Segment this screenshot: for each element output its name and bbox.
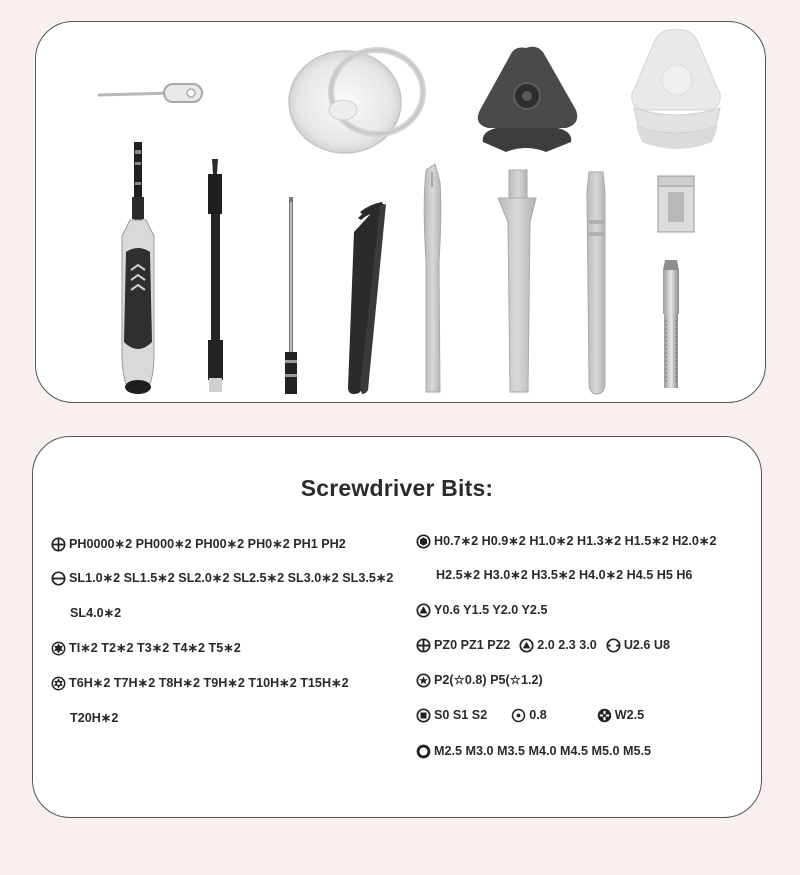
bit-text: U2.6 U8 xyxy=(623,638,671,652)
phillips-icon xyxy=(51,537,66,552)
slotted-icon xyxy=(51,571,66,586)
tweezers xyxy=(348,202,386,394)
hex-shank-extension xyxy=(663,260,679,388)
hex-icon xyxy=(416,534,431,549)
thin-extension-rod xyxy=(285,197,297,394)
bit-line-p xyxy=(416,672,543,688)
extension-bar xyxy=(208,159,223,392)
bit-text: T6H∗2 T7H∗2 T8H∗2 T9H∗2 T10H∗2 T15H∗2 xyxy=(69,676,349,690)
suction-cup xyxy=(289,50,423,153)
bit-text: P2(☆0.8) P5(☆1.2) xyxy=(434,673,543,687)
triangle-icon xyxy=(519,638,534,653)
spudger xyxy=(587,172,605,394)
bit-text: SL4.0∗2 xyxy=(70,606,122,620)
tri-wing-icon xyxy=(416,603,431,618)
bit-text: Y0.6 Y1.5 Y2.0 Y2.5 xyxy=(434,603,548,617)
u-type-icon xyxy=(606,638,621,653)
bit-line-pz xyxy=(416,637,670,653)
bit-line-s xyxy=(416,707,644,723)
pry-tool-2 xyxy=(498,170,536,392)
dark-opening-pick xyxy=(478,47,577,152)
sim-eject-pin xyxy=(99,84,202,102)
bit-line-m xyxy=(416,743,651,759)
bit-line-th-cont xyxy=(70,710,118,726)
bit-text: TI∗2 T2∗2 T3∗2 T4∗2 T5∗2 xyxy=(69,641,241,655)
bit-text: 2.0 2.3 3.0 xyxy=(537,638,597,652)
bits-panel xyxy=(32,436,762,818)
bit-text: H2.5∗2 H3.0∗2 H3.5∗2 H4.0∗2 H4.5 H5 H6 xyxy=(436,568,693,582)
pozidriv-icon xyxy=(416,638,431,653)
center-dot-icon xyxy=(511,708,526,723)
bit-line-t xyxy=(51,640,241,656)
bit-text: T20H∗2 xyxy=(70,711,119,725)
bit-text: PZ0 PZ1 PZ2 xyxy=(434,638,511,652)
bit-line-h xyxy=(416,533,716,549)
torx-security-icon xyxy=(51,676,66,691)
bit-line-y xyxy=(416,602,547,618)
bit-line-h-cont xyxy=(436,567,692,583)
precision-screwdriver xyxy=(122,142,154,394)
ring-icon xyxy=(416,744,431,759)
white-guitar-picks xyxy=(632,30,721,149)
bits-title: Screwdriver Bits: xyxy=(300,475,494,501)
bit-adapter xyxy=(658,176,694,232)
bit-text: S0 S1 S2 xyxy=(434,708,488,722)
pry-tool-1 xyxy=(424,164,441,392)
bit-text: 0.8 xyxy=(529,708,547,722)
bit-text: H0.7∗2 H0.9∗2 H1.0∗2 H1.3∗2 H1.5∗2 H2.0∗2 xyxy=(434,534,717,548)
bit-text: W2.5 xyxy=(614,708,645,722)
square-icon xyxy=(416,708,431,723)
bit-text: PH0000∗2 PH000∗2 PH00∗2 PH0∗2 PH1 PH2 xyxy=(69,537,346,551)
tools-illustration xyxy=(36,22,765,402)
torx-icon xyxy=(51,641,66,656)
bit-line-th xyxy=(51,675,349,691)
tri-point-icon xyxy=(597,708,612,723)
bit-line-sl xyxy=(51,570,393,586)
bit-text: M2.5 M3.0 M3.5 M4.0 M4.5 M5.0 M5.5 xyxy=(434,744,651,758)
bit-line-sl-cont xyxy=(70,605,121,621)
pentalobe-icon xyxy=(416,673,431,688)
tools-panel xyxy=(35,21,766,403)
bit-text: SL1.0∗2 SL1.5∗2 SL2.0∗2 SL2.5∗2 SL3.0∗2 SL3.5∗2 xyxy=(69,571,394,585)
bit-line-ph xyxy=(51,536,346,552)
